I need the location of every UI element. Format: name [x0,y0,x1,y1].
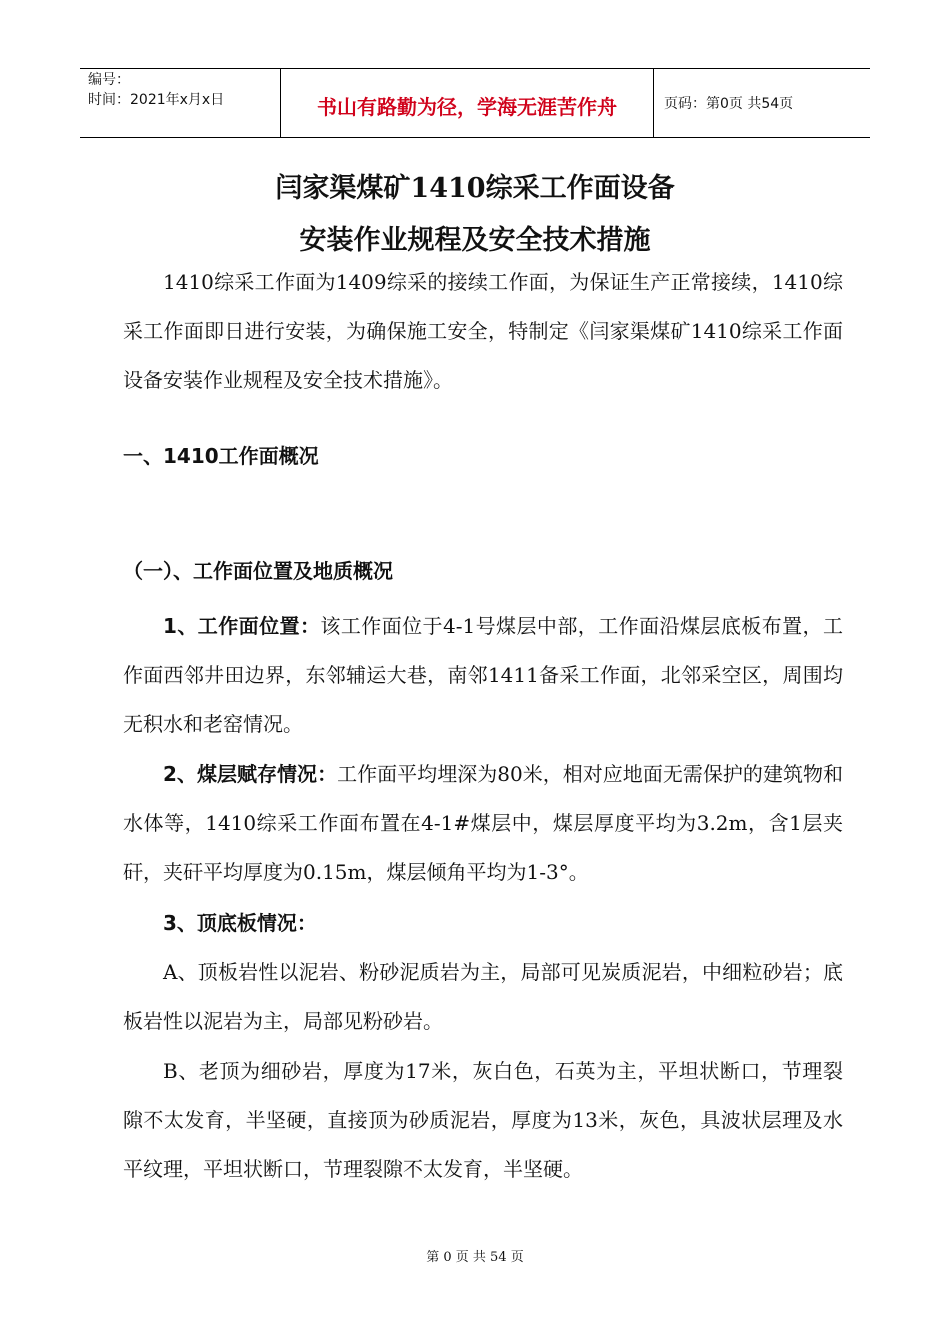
item-2-label: 2、煤层赋存情况： [163,762,338,786]
paragraph-roof-a: A、顶板岩性以泥岩、粉砂泥质岩为主，局部可见炭质泥岩，中细粒砂岩；底板岩性以泥岩为主，局部见粉砂岩。 [123,960,843,1033]
item-2-text: 工作面平均埋深为80米，相对应地面无需保护的建筑物和水体等，1410综采工作面布置在4-1#煤层中，煤层厚度平均为3.2m，含1层夹矸，夹矸平均厚度为0.15m，煤层倾角平均为1-3°。 [123,762,843,884]
document-title-line-2: 安装作业规程及安全技术措施 [299,225,651,256]
paragraph-roof-floor-heading [123,899,843,948]
header-info-cell [80,69,281,137]
item-1-label: 1、工作面位置： [163,614,321,638]
document-time-label: 时间：2021年x月x日 [88,92,225,108]
header-table [80,68,870,138]
paragraph-coal-seam [123,750,843,897]
item-3-label: 3、顶底板情况： [163,911,317,935]
section-heading-1-1: （一）、工作面位置及地质概况 [123,559,393,583]
document-title-line-1: 闫家渠煤矿1410综采工作面设备 [275,173,675,204]
page-number-label: 页码：第0页 共54页 [664,96,794,112]
section-heading-1: 一、1410工作面概况 [123,444,319,468]
paragraph-work-face-location [123,602,843,749]
page-footer: 第 0 页 共 54 页 [426,1250,524,1265]
header-page-cell [654,69,870,137]
motto-text: 书山有路勤为径，学海无涯苦作舟 [317,94,617,119]
intro-paragraph: 1410综采工作面为1409综采的接续工作面，为保证生产正常接续，1410综采工作面即日进行安装，为确保施工安全，特制定《闫家渠煤矿1410综采工作面设备安装作业规程及安全技术措施》。 [123,270,843,392]
document-number-label: 编号： [88,72,130,88]
header-motto-cell [281,69,654,137]
paragraph-roof-b: B、老顶为细砂岩，厚度为17米，灰白色，石英为主，平坦状断口，节理裂隙不太发育，半坚硬，直接顶为砂质泥岩，厚度为13米，灰色，具波状层理及水平纹理，平坦状断口，节理裂隙不太发育，半坚硬。 [123,1059,843,1181]
item-1-text: 该工作面位于4-1号煤层中部，工作面沿煤层底板布置，工作面西邻井田边界，东邻辅运大巷，南邻1411备采工作面，北邻采空区，周围均无积水和老窑情况。 [123,614,843,736]
